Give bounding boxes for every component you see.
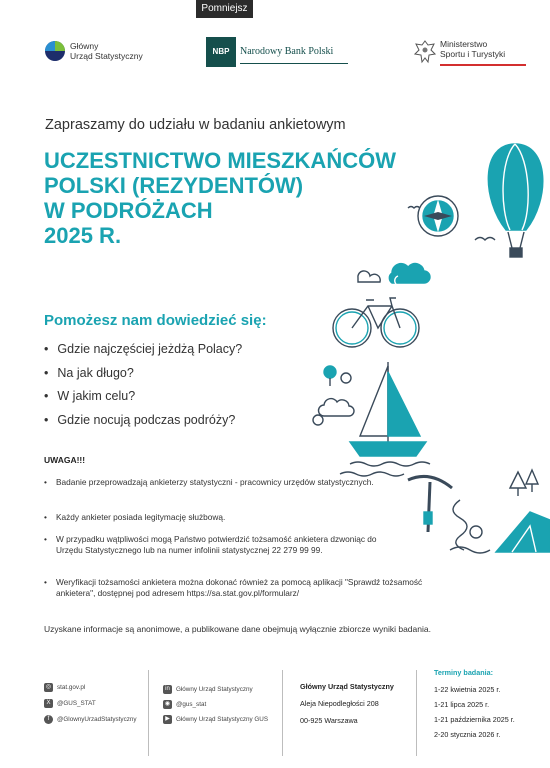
address-street: Aleja Niepodległości 208 [300,699,379,708]
title-line: 2025 R. [44,223,122,248]
warning-item: • W przypadku wątpliwości mogą Państwo potwierdzić tożsamość ankietera dzwoniąc do Urzędu Statystycznego lub na numer infolinii statystycznej 22 279 99 99. [44,534,404,556]
nbp-logo [206,37,346,67]
instagram-link[interactable] [163,700,206,709]
warning-item: • Badanie przeprowadzają ankieterzy statystyczni - pracownicy urzędów statystycznych. [44,477,404,488]
address-city: 00-925 Warszawa [300,716,358,725]
x-handle: @GUS_STAT [57,700,96,708]
warning-heading: UWAGA!!! [44,455,86,465]
questions-heading: Pomożesz nam dowiedzieć się: [44,312,267,329]
ministry-underline [440,64,526,66]
footer-divider [416,670,417,756]
anonymity-note: Uzyskane informacje są anonimowe, a publikowane dane obejmują wyłącznie zbiorcze wyniki badania. [44,624,431,634]
gus-logo [44,36,174,70]
travel-illustration [300,140,550,560]
x-icon: X [44,699,53,708]
list-item: • Gdzie nocują podczas podróży? [44,409,242,433]
eagle-emblem-icon [414,39,436,65]
sailboat-icon [340,362,430,476]
title-line: UCZESTNICTWO MIESZKAŃCÓW [44,148,396,173]
ice-axe-icon [408,476,452,532]
tent-icon [496,512,550,552]
warning-text: W przypadku wątpliwości mogą Państwo potwierdzić tożsamość ankietera dzwoniąc do Urzędu Statystycznego lub na numer infolinii statystycznej 22 279 99 99. [56,534,377,555]
warning-item: • Weryfikacji tożsamości ankietera można dokonać również za pomocą aplikacji "Sprawdź tożsamość ankietera", dostępnej pod adresem https://sa.stat.gov.pl/formularz/ [44,577,434,599]
facebook-link[interactable] [44,715,137,724]
x-link[interactable] [44,699,96,708]
date-item: 1-21 października 2025 r. [434,715,515,724]
warning-text: Badanie przeprowadzają ankieterzy statystyczni - pracownicy urzędów statystycznych. [56,477,374,487]
questions-list [44,338,242,432]
youtube-link[interactable] [163,715,268,724]
gus-logo-line-1: Główny [70,41,99,51]
website-text: stat.gov.pl [57,684,86,692]
bird-icon [475,238,495,241]
bird-icon [408,207,420,209]
footer-divider [282,670,283,756]
dates-heading: Terminy badania: [434,668,493,677]
youtube-icon: ▶ [163,715,172,724]
list-item: • Gdzie najczęściej jeżdżą Polacy? [44,338,242,362]
warning-text: Weryfikacji tożsamości ankietera można dokonać również za pomocą aplikacji "Sprawdź tożsamość ankietera", dostępnej pod adresem https://sa.stat.gov.pl/formularz/ [56,577,423,598]
cloud-outline-icon [358,271,380,282]
website-link[interactable] [44,683,85,692]
bicycle-icon [333,298,419,347]
nbp-mark: NBP [206,37,236,67]
facebook-icon: f [44,715,53,724]
bubble-icon [313,415,323,425]
date-item: 1-21 lipca 2025 r. [434,700,490,709]
wave-icon [450,547,490,553]
footer-divider [148,670,149,756]
ministry-logo-line-1: Ministerstwo [440,39,488,49]
list-item: • W jakim celu? [44,385,242,409]
globe-icon: ◎ [45,684,52,690]
date-item: 2-20 stycznia 2026 r. [434,730,501,739]
instagram-handle: @gus_stat [176,701,207,709]
linkedin-icon: in [163,685,172,694]
cloud-icon [389,263,430,284]
ministry-logo [414,36,524,70]
linkedin-link[interactable] [163,685,253,694]
bubble-icon [470,526,482,538]
linkedin-handle: Główny Urząd Statystyczny [176,686,253,694]
date-item: 1-22 kwietnia 2025 r. [434,685,501,694]
shrink-button[interactable]: Pomniejsz [196,0,253,18]
warning-item: • Każdy ankieter posiada legitymację służbową. [44,512,404,523]
tree-icon [324,366,336,378]
trees-icon [510,470,538,496]
title-line: W PODRÓŻACH [44,198,213,223]
warning-text: Każdy ankieter posiada legitymację służbową. [56,512,226,522]
gus-emblem-icon [44,40,66,62]
hot-air-balloon-icon [488,144,543,257]
cloud-outline-icon [319,399,355,416]
intro-text: Zapraszamy do udziału w badaniu ankietowym [45,117,346,133]
youtube-handle: Główny Urząd Statystyczny GUS [176,716,269,724]
list-item: • Na jak długo? [44,362,242,386]
nbp-name: Narodowy Bank Polski [240,46,334,57]
ministry-logo-line-2: Sportu i Turystyki [440,49,506,59]
rope-icon [453,500,467,550]
address-org: Główny Urząd Statystyczny [300,682,394,691]
facebook-handle: @GlownyUrzadStatystyczny [57,716,137,724]
instagram-icon: ◉ [164,701,171,707]
nbp-underline [240,63,348,64]
bubble-icon [341,373,351,383]
title-line: POLSKI (REZYDENTÓW) [44,173,304,198]
compass-icon [418,196,458,236]
gus-logo-line-2: Urząd Statystyczny [70,51,143,61]
